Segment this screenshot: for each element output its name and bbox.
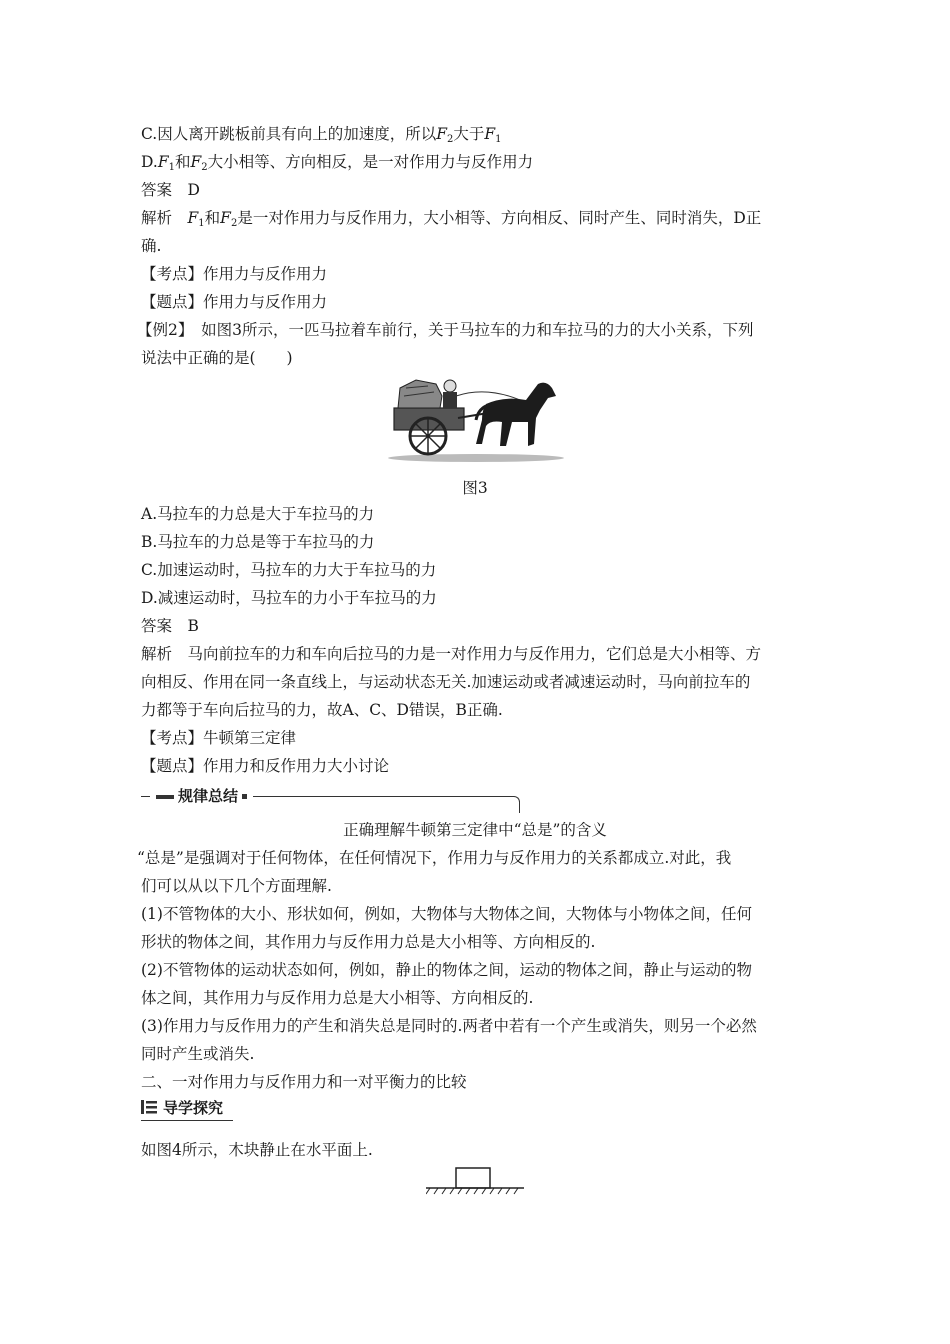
option-c: C.因人离开跳板前具有向上的加速度，所以$F_2$大于$F_1$ bbox=[141, 125, 502, 145]
example-2-line-1: 【例2】 如图3所示，一匹马拉着车前行，关于马拉车的力和车拉马的力的大小关系，下列 bbox=[137, 321, 754, 339]
kaodian-2: 【考点】牛顿第三定律 bbox=[141, 729, 297, 747]
figure-4-intro: 如图4所示，木块静止在水平面上. bbox=[141, 1141, 373, 1159]
tidian-1: 【题点】作用力与反作用力 bbox=[141, 293, 328, 311]
rule-p3-line-1: (2)不管物体的运动状态如何，例如，静止的物体之间，运动的物体之间，静止与运动的物 bbox=[141, 961, 752, 979]
rule-p2-line-1: (1)不管物体的大小、形状如何，例如，大物体与大物体之间，大物体与小物体之间，任何 bbox=[141, 905, 752, 923]
rule-dot-icon bbox=[242, 794, 247, 799]
rule-dash-icon bbox=[156, 795, 174, 799]
option-d: $D.F_1$和$F_2$大小相等、方向相反，是一对作用力与反作用力 bbox=[141, 153, 534, 173]
driver-head bbox=[444, 380, 456, 392]
guide-section-header: 导学探究 bbox=[141, 1098, 233, 1121]
rule-heading: 正确理解牛顿第三定律中“总是”的含义 bbox=[343, 821, 607, 839]
list-icon bbox=[141, 1100, 157, 1114]
example-2-line-2: 说法中正确的是( ) bbox=[141, 349, 293, 367]
tidian-2: 【题点】作用力和反作用力大小讨论 bbox=[141, 757, 390, 775]
option-d-ex2: D.减速运动时，马拉车的力小于车拉马的力 bbox=[141, 589, 437, 607]
analysis-2-line-3: 力都等于车向后拉马的力，故A、C、D错误，B正确. bbox=[141, 701, 503, 719]
rule-p2-line-2: 形状的物体之间，其作用力与反作用力总是大小相等、方向相反的. bbox=[141, 933, 596, 951]
wooden-block bbox=[456, 1168, 490, 1188]
option-c-ex2: C.加速运动时，马拉车的力大于车拉马的力 bbox=[141, 561, 437, 579]
answer-1: 答案 D bbox=[141, 181, 200, 199]
ground-shadow bbox=[388, 454, 564, 462]
rule-summary-title: 规律总结 bbox=[150, 786, 253, 806]
kaodian-1: 【考点】作用力与反作用力 bbox=[141, 265, 328, 283]
block-on-ground-figure bbox=[426, 1166, 524, 1196]
horse-cart-figure bbox=[386, 366, 566, 464]
rule-p3-line-2: 体之间，其作用力与反作用力总是大小相等、方向相反的. bbox=[141, 989, 534, 1007]
option-b-ex2: B.马拉车的力总是等于车拉马的力 bbox=[141, 533, 375, 551]
figure-3-caption: 图3 bbox=[462, 479, 488, 497]
option-a-ex2: A.马拉车的力总是大于车拉马的力 bbox=[141, 505, 375, 523]
rule-p1-line-1: “总是”是强调对于任何物体，在任何情况下，作用力与反作用力的关系都成立.对此，我 bbox=[137, 849, 732, 867]
analysis-2-line-2: 向相反、作用在同一条直线上，与运动状态无关.加速运动或者减速运动时，马向前拉车的 bbox=[141, 673, 751, 691]
ground-hatching bbox=[426, 1188, 518, 1194]
analysis-2-line-1: 解析 马向前拉车的力和车向后拉马的力是一对作用力与反作用力，它们总是大小相等、方 bbox=[141, 645, 762, 663]
rule-p1-line-2: 们可以从以下几个方面理解. bbox=[141, 877, 332, 895]
section-2-heading: 二、一对作用力与反作用力和一对平衡力的比较 bbox=[141, 1073, 467, 1091]
analysis-1: 解析 $F_1$和$F_2$是一对作用力与反作用力，大小相等、方向相反、同时产生、同时消失，D正 bbox=[141, 209, 762, 229]
analysis-1-end: 确. bbox=[141, 237, 162, 255]
driver-body bbox=[443, 392, 457, 408]
answer-2: 答案 B bbox=[141, 617, 199, 635]
rule-p4-line-2: 同时产生或消失. bbox=[141, 1045, 255, 1063]
rule-p4-line-1: (3)作用力与反作用力的产生和消失总是同时的.两者中若有一个产生或消失，则另一个必然 bbox=[141, 1017, 757, 1035]
